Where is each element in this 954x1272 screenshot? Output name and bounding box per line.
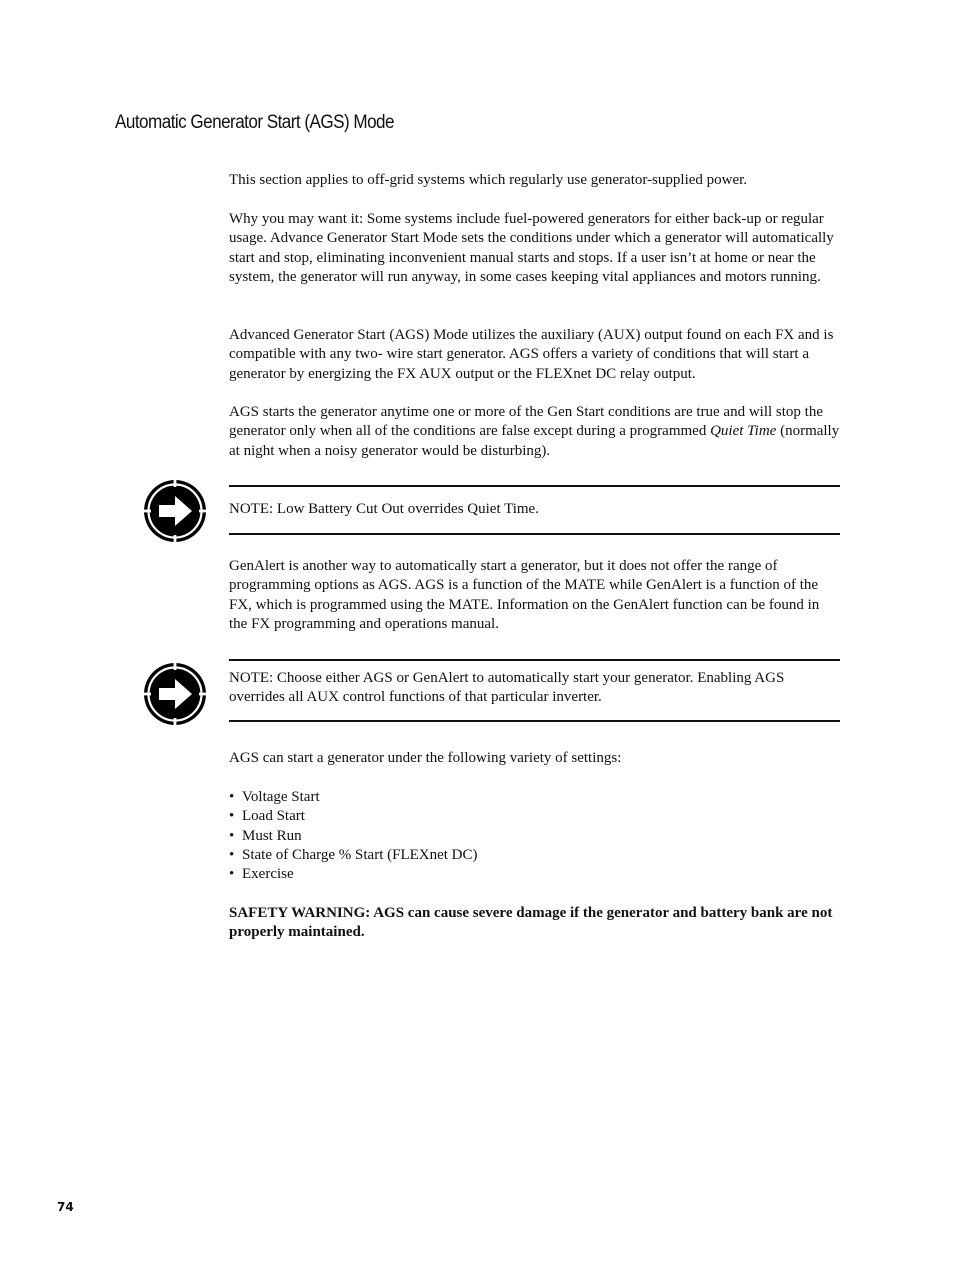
list-item [229,788,478,807]
bullet-dot: • [229,827,235,844]
note-text: NOTE: Choose either AGS or GenAlert to automatically start your generator. Enabling AGS overrides all AUX control functions of that particular inverter. [229,670,785,706]
list-item [229,827,478,846]
note-box-genalert [229,659,840,722]
note-text: NOTE: Low Battery Cut Out overrides Quiet Time. [229,501,539,517]
arrow-right-circle-icon [143,662,207,726]
bullet-dot: • [229,846,235,863]
list-item [229,846,478,865]
bullet-dot: • [229,808,235,825]
settings-list [229,788,478,884]
section-title: Automatic Generator Start (AGS) Mode [115,112,394,133]
genalert-paragraph: GenAlert is another way to automatically start a generator, but it does not offer the range of programming options as AGS. AGS is a function of the MATE while GenAlert is a function of the FX, which is programmed using the MATE. Information on the GenAlert function can be found in the FX programming and operations manual. [229,558,820,632]
page-number: 74 [57,1200,74,1214]
list-item-label: Exercise [242,866,294,883]
arrow-right-circle-icon [143,479,207,543]
safety-warning: SAFETY WARNING: AGS can cause severe damage if the generator and battery bank are not properly maintained. [229,905,833,941]
bullet-dot: • [229,789,235,805]
ags-starts-paragraph [229,403,841,461]
ags-starts-text: AGS starts the generator anytime one or more of the Gen Start conditions are true and will stop the generator only when all of the conditions are false except during a programmed [229,404,824,440]
list-item-label: Load Start [242,808,305,825]
bullet-dot: • [229,866,235,883]
list-item [229,865,478,884]
list-item [229,807,478,826]
note-box-quiet-time [229,485,840,535]
intro-paragraph: This section applies to off-grid systems which regularly use generator-supplied power. [229,172,748,188]
settings-intro-paragraph: AGS can start a generator under the following variety of settings: [229,750,622,766]
list-item-label: Must Run [242,827,302,844]
ags-starts-text-end: (normally at night when a noisy generator would be disturbing). [229,423,840,459]
why-paragraph: Why you may want it: Some systems include fuel-powered generators for either back-up or regular usage. Advance Generator Start Mode sets the conditions under which a generator will automatically start and stop, eliminating inconvenient manual starts and stops. If a user isn’t at home or near the system, the generator will run anyway, in some cases keeping vital appliances and motors running. [229,211,834,285]
list-item-label: Voltage Start [242,789,320,805]
quiet-time-term: Quiet Time [710,423,777,440]
list-item-label: State of Charge % Start (FLEXnet DC) [242,846,478,863]
ags-mode-paragraph: Advanced Generator Start (AGS) Mode utilizes the auxiliary (AUX) output found on each FX and is compatible with any two- wire start generator. AGS offers a variety of conditions that will start a generator by energizing the FX AUX output or the FLEXnet DC relay output. [229,327,834,382]
